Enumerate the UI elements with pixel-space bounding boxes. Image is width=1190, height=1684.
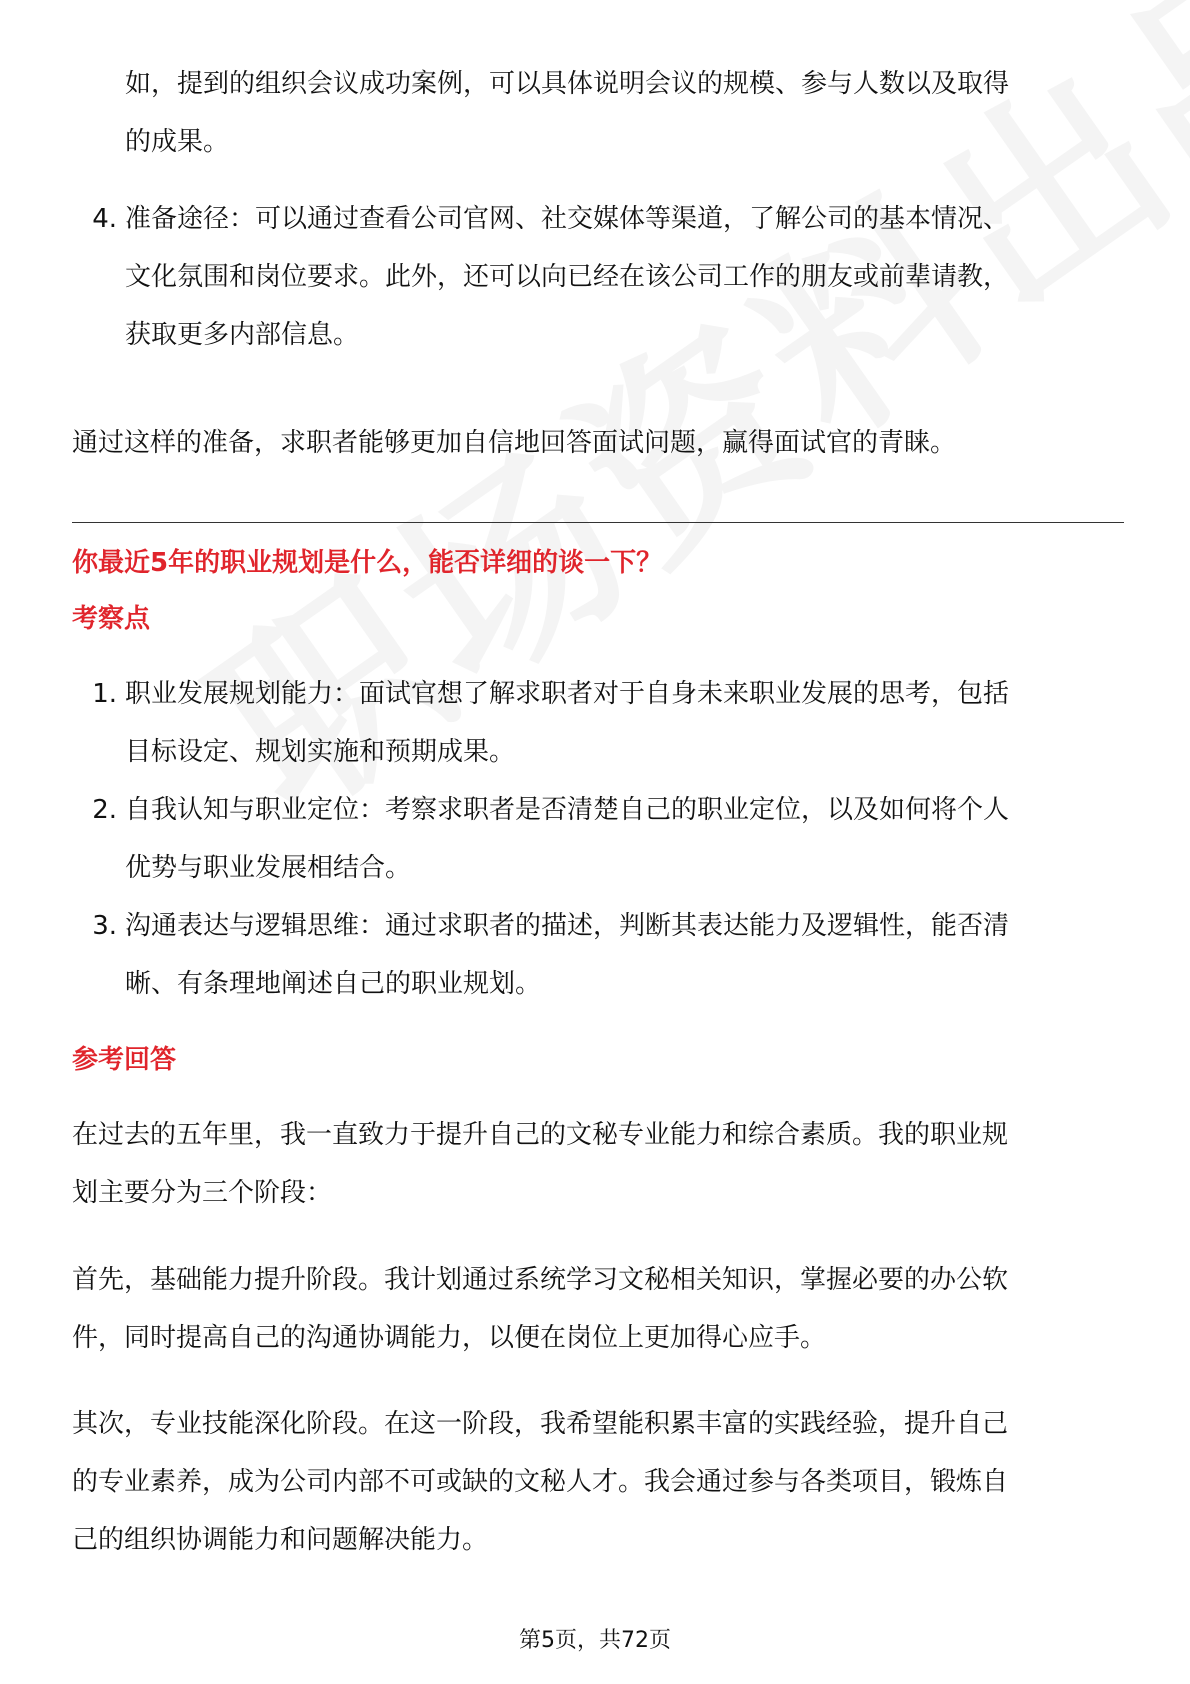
question-heading: 你最近5年的职业规划是什么，能否详细的谈一下？ — [72, 548, 663, 578]
text-line: 首先，基础能力提升阶段。我计划通过系统学习文秘相关知识，掌握必要的办公软 — [72, 1265, 1009, 1295]
section-heading-answer: 参考回答 — [72, 1045, 177, 1075]
summary-paragraph: 通过这样的准备，求职者能够更加自信地回答面试问题，赢得面试官的青睐。 — [72, 428, 957, 458]
text-line: 如，提到的组织会议成功案例，可以具体说明会议的规模、参与人数以及取得 — [125, 69, 1010, 99]
list-item-3 — [72, 897, 1132, 1013]
text-line: 文化氛围和岗位要求。此外，还可以向已经在该公司工作的朋友或前辈请教， — [125, 262, 1010, 292]
text-line: 自我认知与职业定位：考察求职者是否清楚自己的职业定位，以及如何将个人 — [125, 795, 1010, 825]
list-number: 3. — [92, 911, 117, 941]
list-item-1 — [72, 665, 1132, 781]
section-divider — [72, 522, 1124, 523]
list-item-4 — [72, 190, 1132, 364]
text-line: 件，同时提高自己的沟通协调能力，以便在岗位上更加得心应手。 — [72, 1323, 827, 1353]
text-line: 划主要分为三个阶段： — [72, 1178, 333, 1208]
list-number: 2. — [92, 795, 117, 825]
text-line: 职业发展规划能力：面试官想了解求职者对于自身未来职业发展的思考，包括 — [125, 679, 1010, 709]
page-footer: 第5页，共72页 — [519, 1628, 671, 1653]
text-line: 沟通表达与逻辑思维：通过求职者的描述，判断其表达能力及逻辑性，能否清 — [125, 911, 1010, 941]
text-line: 准备途径：可以通过查看公司官网、社交媒体等渠道，了解公司的基本情况、 — [125, 204, 1010, 234]
list-number: 1. — [92, 679, 117, 709]
text-line: 己的组织协调能力和问题解决能力。 — [72, 1525, 489, 1555]
text-line: 的专业素养，成为公司内部不可或缺的文秘人才。我会通过参与各类项目，锻炼自 — [72, 1467, 1009, 1497]
text-line: 在过去的五年里，我一直致力于提升自己的文秘专业能力和综合素质。我的职业规 — [72, 1120, 1009, 1150]
text-line: 获取更多内部信息。 — [125, 320, 360, 350]
text-line: 其次，专业技能深化阶段。在这一阶段，我希望能积累丰富的实践经验，提升自己 — [72, 1409, 1009, 1439]
answer-paragraph-1 — [72, 1106, 1132, 1222]
answer-paragraph-2 — [72, 1251, 1132, 1367]
text-line: 目标设定、规划实施和预期成果。 — [125, 737, 516, 767]
text-line: 晰、有条理地阐述自己的职业规划。 — [125, 969, 542, 999]
list-item-2 — [72, 781, 1132, 897]
text-line: 的成果。 — [125, 127, 230, 157]
list-item-continuation — [72, 55, 1132, 171]
answer-paragraph-3 — [72, 1395, 1132, 1569]
text-line: 优势与职业发展相结合。 — [125, 853, 412, 883]
section-heading-points: 考察点 — [72, 604, 151, 634]
list-number: 4. — [92, 204, 117, 234]
